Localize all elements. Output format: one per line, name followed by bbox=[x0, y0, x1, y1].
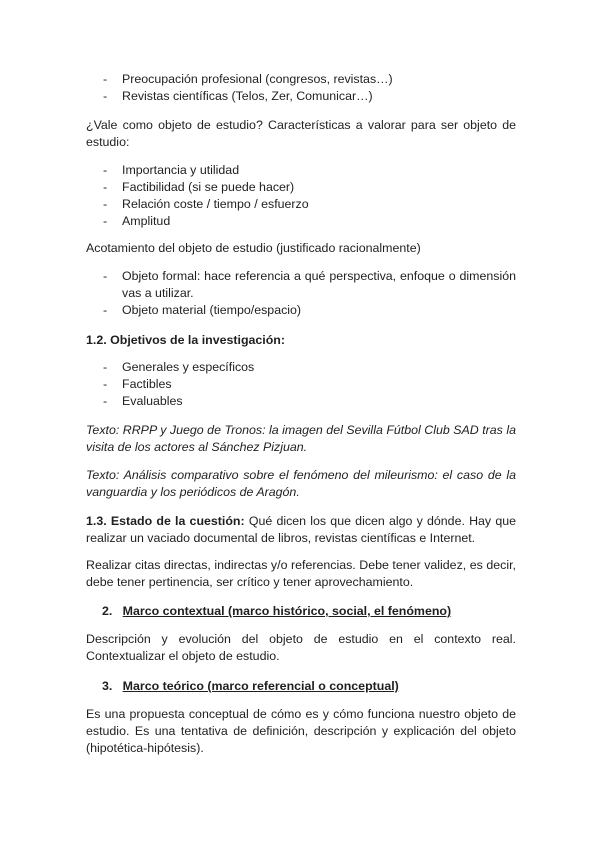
list-item: - Amplitud bbox=[100, 213, 516, 230]
criteria-list bbox=[100, 162, 516, 230]
section-title: Marco contextual (marco histórico, social, el fenómeno) bbox=[122, 604, 452, 618]
list-item: - Objeto material (tiempo/espacio) bbox=[100, 302, 516, 319]
list-item: - Revistas científicas (Telos, Zer, Comunicar…) bbox=[100, 88, 516, 105]
heading-estado: 1.3. Estado de la cuestión: bbox=[86, 514, 245, 528]
list-item: - Preocupación profesional (congresos, revistas…) bbox=[100, 71, 516, 88]
list-item: - Importancia y utilidad bbox=[100, 162, 516, 179]
paragraph-estado bbox=[86, 513, 516, 547]
list-item: - Factibles bbox=[100, 376, 516, 393]
paragraph-citas: Realizar citas directas, indirectas y/o referencias. Debe tener validez, es decir, debe tener pertinencia, ser crítico y tener aprovechamiento. bbox=[86, 558, 516, 589]
list-item: - Evaluables bbox=[100, 393, 516, 410]
example-text-2: Texto: Análisis comparativo sobre el fenómeno del mileurismo: el caso de la vanguardia y los periódicos de Aragón. bbox=[86, 468, 516, 499]
section-number: 3. bbox=[102, 679, 113, 693]
estado-body: Qué dicen los que dicen algo y dónde. Hay que realizar un vaciado documental de libros, revistas científicas e Internet. bbox=[86, 514, 517, 545]
section-heading-2 bbox=[102, 603, 451, 620]
paragraph-descripcion: Descripción y evolución del objeto de estudio en el contexto real. Contextualizar el objeto de estudio. bbox=[86, 632, 516, 663]
paragraph-vale: ¿Vale como objeto de estudio? Características a valorar para ser objeto de estudio: bbox=[86, 118, 516, 149]
paragraph-propuesta: Es una propuesta conceptual de cómo es y cómo funciona nuestro objeto de estudio. Es una tentativa de definición, descripción y explicación del objeto (hipotética-hipótesis). bbox=[86, 707, 516, 755]
section-heading-3 bbox=[102, 678, 399, 695]
example-text-1: Texto: RRPP y Juego de Tronos: la imagen del Sevilla Fútbol Club SAD tras la visita de los actores al Sánchez Pizjuan. bbox=[86, 423, 516, 454]
motivation-list bbox=[100, 71, 516, 105]
paragraph-acotamiento: Acotamiento del objeto de estudio (justificado racionalmente) bbox=[86, 241, 421, 255]
list-item: - Objeto formal: hace referencia a qué perspectiva, enfoque o dimensión vas a utilizar. bbox=[100, 268, 516, 302]
list-item: - Generales y específicos bbox=[100, 359, 516, 376]
heading-objetivos: 1.2. Objetivos de la investigación: bbox=[86, 333, 286, 347]
objeto-list bbox=[100, 268, 516, 319]
section-number: 2. bbox=[102, 604, 113, 618]
objetivos-list bbox=[100, 359, 516, 410]
list-item: - Factibilidad (si se puede hacer) bbox=[100, 179, 516, 196]
section-title: Marco teórico (marco referencial o conceptual) bbox=[122, 679, 399, 693]
list-item: - Relación coste / tiempo / esfuerzo bbox=[100, 196, 516, 213]
